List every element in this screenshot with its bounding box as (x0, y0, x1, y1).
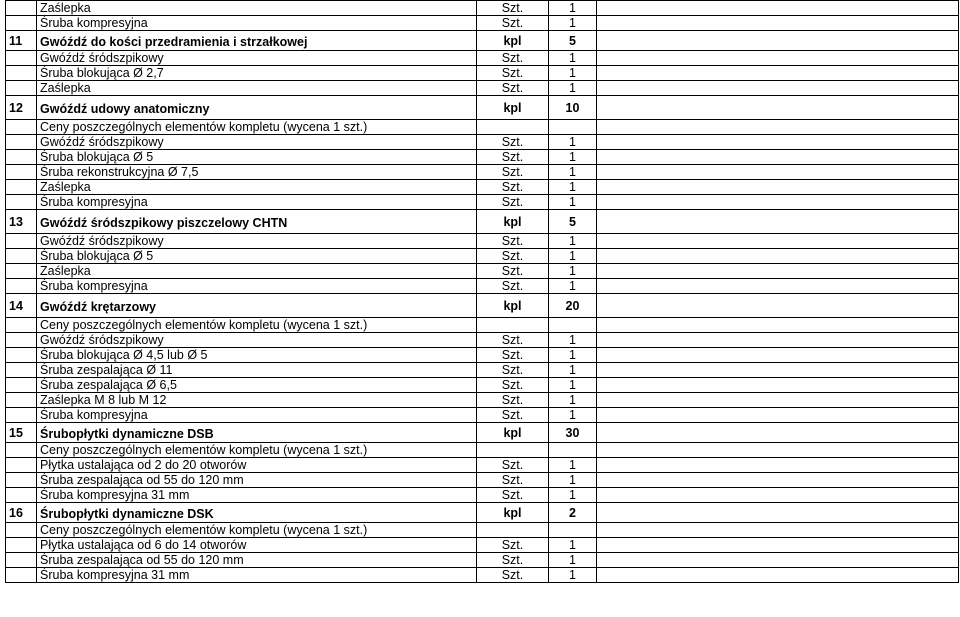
empty-price-cell (597, 553, 959, 568)
item-name-cell: Śruba kompresyjna (37, 408, 477, 423)
quantity-cell: 2 (549, 503, 597, 523)
unit-cell: Szt. (477, 378, 549, 393)
item-number-cell (6, 488, 37, 503)
component-row (6, 1, 959, 16)
item-number-cell (6, 408, 37, 423)
unit-cell: Szt. (477, 333, 549, 348)
item-name-cell: Płytka ustalająca od 6 do 14 otworów (37, 538, 477, 553)
empty-price-cell (597, 66, 959, 81)
quantity-cell: 1 (549, 473, 597, 488)
component-row (6, 180, 959, 195)
component-row (6, 538, 959, 553)
item-number-cell (6, 473, 37, 488)
empty-price-cell (597, 473, 959, 488)
quantity-cell: 1 (549, 348, 597, 363)
item-name-cell: Śruba blokująca Ø 5 (37, 249, 477, 264)
unit-cell: Szt. (477, 408, 549, 423)
quantity-cell: 1 (549, 150, 597, 165)
quantity-cell: 1 (549, 81, 597, 96)
empty-price-cell (597, 210, 959, 234)
item-number-cell (6, 553, 37, 568)
item-name-cell: Śruba blokująca Ø 5 (37, 150, 477, 165)
item-name-cell: Śruba kompresyjna 31 mm (37, 568, 477, 583)
item-number-cell (6, 195, 37, 210)
component-row (6, 165, 959, 180)
quantity-cell: 1 (549, 279, 597, 294)
component-row (6, 279, 959, 294)
item-number-cell (6, 363, 37, 378)
unit-cell (477, 523, 549, 538)
component-row (6, 488, 959, 503)
empty-price-cell (597, 363, 959, 378)
item-number-cell (6, 279, 37, 294)
component-row (6, 150, 959, 165)
component-row (6, 378, 959, 393)
item-number-cell (6, 1, 37, 16)
item-number-cell (6, 443, 37, 458)
item-number-cell (6, 333, 37, 348)
component-row (6, 16, 959, 31)
item-name-cell: Gwóźdź śródszpikowy (37, 135, 477, 150)
quantity-cell: 1 (549, 249, 597, 264)
component-row (6, 553, 959, 568)
quantity-cell: 1 (549, 378, 597, 393)
item-name-cell: Ceny poszczególnych elementów kompletu (wycena 1 szt.) (37, 318, 477, 333)
item-number-cell: 16 (6, 503, 37, 523)
quantity-cell: 1 (549, 393, 597, 408)
item-name-cell: Gwóźdź śródszpikowy (37, 333, 477, 348)
component-row (6, 135, 959, 150)
empty-price-cell (597, 348, 959, 363)
quantity-cell: 1 (549, 180, 597, 195)
unit-cell: kpl (477, 503, 549, 523)
item-number-cell (6, 66, 37, 81)
component-row (6, 363, 959, 378)
unit-cell: kpl (477, 423, 549, 443)
quantity-cell: 1 (549, 195, 597, 210)
note-row (6, 318, 959, 333)
quantity-cell (549, 443, 597, 458)
component-row (6, 66, 959, 81)
quantity-cell: 5 (549, 210, 597, 234)
note-row (6, 523, 959, 538)
empty-price-cell (597, 279, 959, 294)
component-row (6, 348, 959, 363)
unit-cell: Szt. (477, 51, 549, 66)
item-name-cell: Śrubopłytki dynamiczne DSK (37, 503, 477, 523)
unit-cell: Szt. (477, 279, 549, 294)
component-row (6, 458, 959, 473)
item-row (6, 423, 959, 443)
item-name-cell: Śruba kompresyjna (37, 16, 477, 31)
item-name-cell: Ceny poszczególnych elementów kompletu (wycena 1 szt.) (37, 120, 477, 135)
note-row (6, 443, 959, 458)
component-row (6, 393, 959, 408)
empty-price-cell (597, 538, 959, 553)
quantity-cell: 1 (549, 553, 597, 568)
table-body (6, 1, 959, 583)
unit-cell: Szt. (477, 16, 549, 31)
item-name-cell: Zaślepka (37, 1, 477, 16)
unit-cell: Szt. (477, 568, 549, 583)
quantity-cell: 1 (549, 568, 597, 583)
unit-cell: Szt. (477, 488, 549, 503)
quantity-cell: 1 (549, 135, 597, 150)
unit-cell: Szt. (477, 66, 549, 81)
item-number-cell (6, 378, 37, 393)
quantity-cell: 1 (549, 234, 597, 249)
unit-cell: Szt. (477, 81, 549, 96)
quantity-cell: 1 (549, 408, 597, 423)
item-number-cell (6, 249, 37, 264)
quantity-cell: 1 (549, 66, 597, 81)
empty-price-cell (597, 443, 959, 458)
item-name-cell: Śruba zespalająca od 55 do 120 mm (37, 473, 477, 488)
unit-cell: Szt. (477, 165, 549, 180)
item-number-cell (6, 51, 37, 66)
quantity-cell (549, 120, 597, 135)
component-row (6, 408, 959, 423)
item-number-cell (6, 568, 37, 583)
empty-price-cell (597, 31, 959, 51)
item-number-cell: 15 (6, 423, 37, 443)
item-number-cell (6, 538, 37, 553)
component-row (6, 249, 959, 264)
item-name-cell: Śruba zespalająca od 55 do 120 mm (37, 553, 477, 568)
item-name-cell: Zaślepka M 8 lub M 12 (37, 393, 477, 408)
unit-cell (477, 318, 549, 333)
item-row (6, 503, 959, 523)
empty-price-cell (597, 96, 959, 120)
item-number-cell (6, 81, 37, 96)
unit-cell: Szt. (477, 264, 549, 279)
item-name-cell: Ceny poszczególnych elementów kompletu (wycena 1 szt.) (37, 523, 477, 538)
empty-price-cell (597, 488, 959, 503)
item-number-cell (6, 264, 37, 279)
item-row (6, 294, 959, 318)
empty-price-cell (597, 318, 959, 333)
unit-cell: Szt. (477, 234, 549, 249)
item-name-cell: Śruba blokująca Ø 2,7 (37, 66, 477, 81)
unit-cell: Szt. (477, 473, 549, 488)
empty-price-cell (597, 180, 959, 195)
quantity-cell: 1 (549, 1, 597, 16)
item-row (6, 96, 959, 120)
item-number-cell: 12 (6, 96, 37, 120)
empty-price-cell (597, 234, 959, 249)
quantity-cell: 1 (549, 363, 597, 378)
component-row (6, 51, 959, 66)
unit-cell: Szt. (477, 553, 549, 568)
empty-price-cell (597, 51, 959, 66)
empty-price-cell (597, 264, 959, 279)
quantity-cell: 1 (549, 538, 597, 553)
unit-cell: Szt. (477, 538, 549, 553)
quantity-cell (549, 318, 597, 333)
item-number-cell (6, 318, 37, 333)
quantity-cell: 1 (549, 51, 597, 66)
empty-price-cell (597, 1, 959, 16)
component-row (6, 333, 959, 348)
item-name-cell: Śruba zespalająca Ø 6,5 (37, 378, 477, 393)
item-name-cell: Ceny poszczególnych elementów kompletu (wycena 1 szt.) (37, 443, 477, 458)
empty-price-cell (597, 120, 959, 135)
item-name-cell: Śrubopłytki dynamiczne DSB (37, 423, 477, 443)
quantity-cell: 1 (549, 333, 597, 348)
unit-cell: Szt. (477, 393, 549, 408)
item-name-cell: Śruba rekonstrukcyjna Ø 7,5 (37, 165, 477, 180)
item-name-cell: Gwóźdź śródszpikowy (37, 51, 477, 66)
item-name-cell: Śruba kompresyjna (37, 279, 477, 294)
quantity-cell: 1 (549, 165, 597, 180)
quantity-cell: 1 (549, 488, 597, 503)
note-row (6, 120, 959, 135)
empty-price-cell (597, 16, 959, 31)
item-number-cell (6, 165, 37, 180)
unit-cell (477, 120, 549, 135)
quantity-cell: 1 (549, 16, 597, 31)
quantity-cell: 1 (549, 264, 597, 279)
item-number-cell (6, 120, 37, 135)
unit-cell: Szt. (477, 150, 549, 165)
unit-cell: Szt. (477, 135, 549, 150)
quantity-cell: 10 (549, 96, 597, 120)
empty-price-cell (597, 378, 959, 393)
empty-price-cell (597, 458, 959, 473)
component-row (6, 81, 959, 96)
unit-cell: Szt. (477, 1, 549, 16)
item-name-cell: Zaślepka (37, 81, 477, 96)
item-name-cell: Śruba zespalająca Ø 11 (37, 363, 477, 378)
empty-price-cell (597, 408, 959, 423)
component-row (6, 568, 959, 583)
quantity-cell (549, 523, 597, 538)
unit-cell: kpl (477, 294, 549, 318)
item-name-cell: Gwóźdź śródszpikowy piszczelowy CHTN (37, 210, 477, 234)
unit-cell: Szt. (477, 180, 549, 195)
unit-cell (477, 443, 549, 458)
unit-cell: Szt. (477, 249, 549, 264)
item-number-cell (6, 234, 37, 249)
empty-price-cell (597, 294, 959, 318)
empty-price-cell (597, 393, 959, 408)
quantity-cell: 30 (549, 423, 597, 443)
empty-price-cell (597, 195, 959, 210)
unit-cell: Szt. (477, 458, 549, 473)
item-name-cell: Gwóźdź do kości przedramienia i strzałkowej (37, 31, 477, 51)
unit-cell: Szt. (477, 195, 549, 210)
empty-price-cell (597, 81, 959, 96)
item-price-table (5, 0, 959, 583)
item-name-cell: Śruba blokująca Ø 4,5 lub Ø 5 (37, 348, 477, 363)
item-name-cell: Płytka ustalająca od 2 do 20 otworów (37, 458, 477, 473)
quantity-cell: 1 (549, 458, 597, 473)
item-number-cell (6, 180, 37, 195)
unit-cell: Szt. (477, 363, 549, 378)
empty-price-cell (597, 568, 959, 583)
component-row (6, 264, 959, 279)
empty-price-cell (597, 150, 959, 165)
item-number-cell (6, 16, 37, 31)
empty-price-cell (597, 503, 959, 523)
quantity-cell: 20 (549, 294, 597, 318)
empty-price-cell (597, 523, 959, 538)
item-number-cell: 11 (6, 31, 37, 51)
item-number-cell (6, 348, 37, 363)
component-row (6, 195, 959, 210)
item-number-cell: 14 (6, 294, 37, 318)
quantity-cell: 5 (549, 31, 597, 51)
unit-cell: kpl (477, 31, 549, 51)
item-row (6, 31, 959, 51)
item-name-cell: Śruba kompresyjna 31 mm (37, 488, 477, 503)
item-name-cell: Gwóźdź śródszpikowy (37, 234, 477, 249)
unit-cell: Szt. (477, 348, 549, 363)
item-number-cell: 13 (6, 210, 37, 234)
item-number-cell (6, 150, 37, 165)
item-row (6, 210, 959, 234)
item-number-cell (6, 523, 37, 538)
empty-price-cell (597, 249, 959, 264)
component-row (6, 473, 959, 488)
item-name-cell: Gwóźdź udowy anatomiczny (37, 96, 477, 120)
empty-price-cell (597, 423, 959, 443)
item-name-cell: Zaślepka (37, 180, 477, 195)
item-name-cell: Gwóźdź krętarzowy (37, 294, 477, 318)
unit-cell: kpl (477, 210, 549, 234)
item-number-cell (6, 458, 37, 473)
empty-price-cell (597, 333, 959, 348)
item-name-cell: Śruba kompresyjna (37, 195, 477, 210)
item-name-cell: Zaślepka (37, 264, 477, 279)
empty-price-cell (597, 135, 959, 150)
item-number-cell (6, 393, 37, 408)
item-number-cell (6, 135, 37, 150)
empty-price-cell (597, 165, 959, 180)
unit-cell: kpl (477, 96, 549, 120)
component-row (6, 234, 959, 249)
